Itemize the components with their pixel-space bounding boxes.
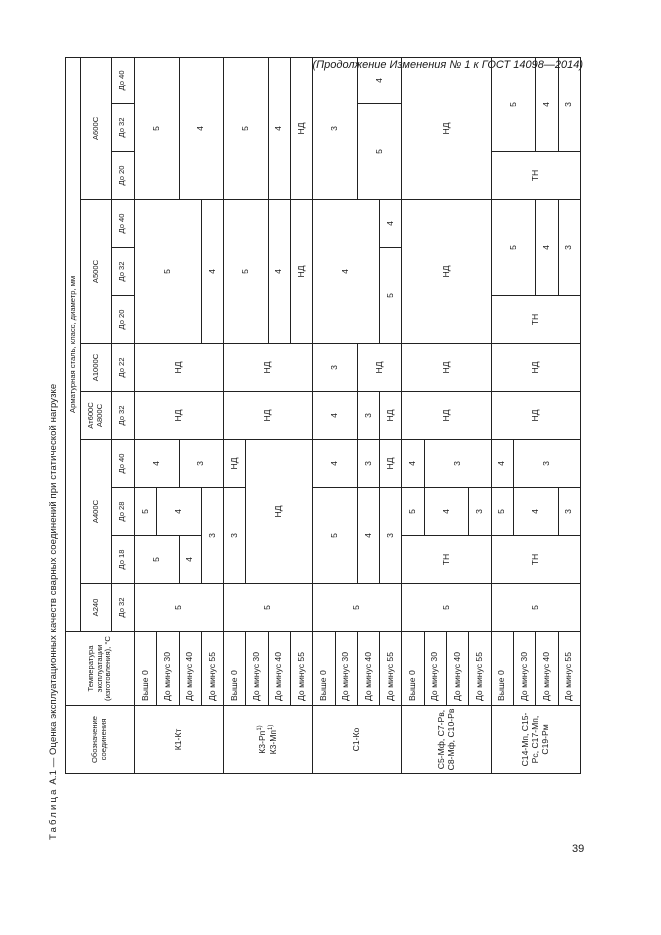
- temp-cell: До минус 55: [201, 632, 223, 706]
- grade-cell: 4: [157, 488, 202, 536]
- grade-cell: 4: [513, 488, 558, 536]
- temp-cell: До минус 40: [268, 632, 290, 706]
- dia-cell: До 32: [111, 584, 134, 632]
- caption-number: А.1: [48, 770, 59, 785]
- grade-cell: ТН: [402, 536, 491, 584]
- group-designation: С14-Мп, С15-Рс, С17-Мп, С19-Рм: [491, 706, 580, 774]
- grade-cell: НД: [291, 200, 313, 344]
- grade-cell: 4: [491, 440, 513, 488]
- temp-cell: До минус 30: [246, 632, 268, 706]
- temp-cell: До минус 30: [424, 632, 446, 706]
- grade-cell: 4: [424, 488, 469, 536]
- grade-cell: 4: [380, 200, 402, 248]
- dia-cell: До 40: [111, 200, 134, 248]
- dia-cell: До 18: [111, 536, 134, 584]
- grade-cell: 4: [201, 200, 223, 344]
- col-temperature-header: Температура эксплуатации (изготовления), °С: [66, 632, 135, 706]
- grade-cell: ТН: [491, 152, 580, 200]
- grade-cell: 3: [558, 200, 580, 296]
- temp-cell: Выше 0: [402, 632, 424, 706]
- page-number: 39: [572, 843, 585, 855]
- grade-cell: НД: [224, 440, 246, 488]
- grade-cell: 4: [179, 536, 201, 584]
- temp-cell: Выше 0: [491, 632, 513, 706]
- grade-cell: 4: [134, 440, 179, 488]
- grade-cell: 3: [357, 392, 379, 440]
- grade-cell: 4: [402, 440, 424, 488]
- grade-cell: НД: [491, 344, 580, 392]
- temp-cell: До минус 40: [179, 632, 201, 706]
- rebar-group-header: Арматурная сталь, класс, диаметр, мм: [66, 57, 81, 631]
- table-rotated-wrapper: [65, 70, 581, 774]
- grade-cell: НД: [357, 344, 402, 392]
- grade-cell: 5: [224, 57, 269, 199]
- group-designation-line: К3-Рп: [257, 730, 268, 754]
- grade-cell: НД: [246, 440, 313, 584]
- temp-cell: До минус 40: [447, 632, 469, 706]
- footnote-ref: 1): [257, 725, 264, 731]
- temp-cell: Выше 0: [134, 632, 156, 706]
- grade-cell: 4: [313, 200, 380, 344]
- dia-cell: До 40: [111, 57, 134, 103]
- grade-cell: НД: [402, 200, 491, 344]
- table-caption: [48, 384, 59, 840]
- grade-cell: 5: [491, 57, 536, 151]
- col-designation-header: Обозначение соединения: [66, 706, 135, 774]
- grade-cell: ТН: [491, 536, 580, 584]
- grade-cell: 5: [380, 248, 402, 344]
- temp-cell: Выше 0: [313, 632, 335, 706]
- grade-cell: НД: [224, 344, 313, 392]
- grade-cell: 3: [558, 57, 580, 151]
- grade-cell: 3: [201, 488, 223, 584]
- temp-cell: До минус 55: [380, 632, 402, 706]
- assessment-table: [65, 57, 581, 774]
- temp-cell: До минус 55: [558, 632, 580, 706]
- grade-cell: 3: [313, 57, 358, 199]
- grade-cell: 5: [134, 584, 223, 632]
- temp-cell: До минус 40: [536, 632, 558, 706]
- group-designation: С1-Ко: [313, 706, 402, 774]
- grade-cell: НД: [402, 344, 491, 392]
- grade-cell: 5: [224, 584, 313, 632]
- grade-cell: 5: [134, 488, 156, 536]
- grade-cell: 5: [357, 104, 402, 200]
- class-a400: А400С: [81, 440, 111, 584]
- grade-cell: 4: [268, 200, 290, 344]
- temp-cell: До минус 40: [357, 632, 379, 706]
- grade-cell: 3: [513, 440, 580, 488]
- grade-cell: 5: [491, 488, 513, 536]
- caption-prefix: Таблица: [48, 787, 59, 840]
- grade-cell: 4: [313, 440, 358, 488]
- grade-cell: 4: [268, 57, 290, 199]
- grade-cell: 4: [536, 200, 558, 296]
- grade-cell: 4: [357, 488, 379, 584]
- temp-cell: До минус 30: [157, 632, 179, 706]
- group-designation: С5-Мф, С7-Рв, С8-Мф, С10-Рв: [402, 706, 491, 774]
- class-a240: А240: [81, 584, 111, 632]
- class-a500: А500С: [81, 200, 111, 344]
- group-designation: К1-Кт: [134, 706, 223, 774]
- grade-cell: 5: [491, 200, 536, 296]
- dia-cell: До 40: [111, 440, 134, 488]
- temp-cell: До минус 30: [513, 632, 535, 706]
- grade-cell: 3: [469, 488, 491, 536]
- dia-cell: До 22: [111, 344, 134, 392]
- dia-cell: До 28: [111, 488, 134, 536]
- grade-cell: 3: [224, 488, 246, 584]
- dia-cell: До 32: [111, 392, 134, 440]
- grade-cell: 3: [558, 488, 580, 536]
- grade-cell: НД: [224, 392, 313, 440]
- grade-cell: НД: [134, 344, 223, 392]
- grade-cell: 3: [357, 440, 379, 488]
- class-a600: А600С: [81, 57, 111, 199]
- dia-cell: До 20: [111, 296, 134, 344]
- grade-cell: 4: [179, 57, 224, 199]
- grade-cell: НД: [291, 57, 313, 199]
- grade-cell: 4: [536, 57, 558, 151]
- grade-cell: 5: [134, 200, 201, 344]
- grade-cell: ТН: [491, 296, 580, 344]
- temp-cell: До минус 55: [469, 632, 491, 706]
- grade-cell: НД: [402, 392, 491, 440]
- dia-cell: До 20: [111, 152, 134, 200]
- grade-cell: 5: [402, 584, 491, 632]
- grade-cell: НД: [380, 440, 402, 488]
- grade-cell: 5: [402, 488, 424, 536]
- grade-cell: 5: [224, 200, 269, 344]
- grade-cell: 3: [179, 440, 224, 488]
- grade-cell: 3: [380, 488, 402, 584]
- grade-cell: НД: [491, 392, 580, 440]
- grade-cell: 4: [357, 57, 402, 103]
- group-designation: [224, 706, 313, 774]
- grade-cell: 5: [134, 57, 179, 199]
- grade-cell: 4: [313, 392, 358, 440]
- grade-cell: 5: [313, 584, 402, 632]
- grade-cell: НД: [134, 392, 223, 440]
- dia-cell: До 32: [111, 104, 134, 152]
- temp-cell: До минус 55: [291, 632, 313, 706]
- grade-cell: 3: [424, 440, 491, 488]
- caption-text: — Оценка эксплуатационных качеств сварных соединений при статической нагрузке: [48, 383, 59, 768]
- grade-cell: 5: [313, 488, 358, 584]
- grade-cell: 3: [313, 344, 358, 392]
- page-header: (Продолжение Изменения № 1 к ГОСТ 14098—2014): [312, 59, 583, 71]
- grade-cell: НД: [380, 392, 402, 440]
- grade-cell: 5: [491, 584, 580, 632]
- grade-cell: НД: [402, 57, 491, 199]
- temp-cell: Выше 0: [224, 632, 246, 706]
- grade-cell: 5: [134, 536, 179, 584]
- dia-cell: До 32: [111, 248, 134, 296]
- temp-cell: До минус 30: [335, 632, 357, 706]
- footnote-ref: 1): [268, 724, 275, 730]
- class-a1000: А1000С: [81, 344, 111, 392]
- class-a600-800: Ат600С А800С: [81, 392, 111, 440]
- group-designation-line: К3-Мп: [268, 729, 279, 755]
